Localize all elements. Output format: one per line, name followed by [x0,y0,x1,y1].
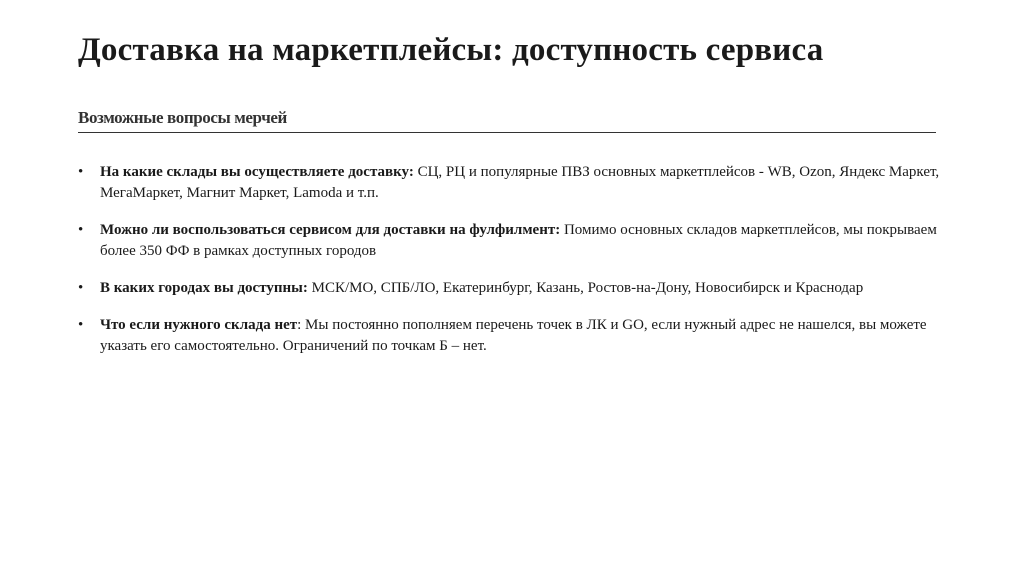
slide-title: Доставка на маркетплейсы: доступность сервиса [78,32,824,68]
faq-question: На какие склады вы осуществляете доставку: [100,164,414,180]
faq-question: В каких городах вы доступны: [100,280,308,296]
faq-item [78,315,948,357]
faq-item [78,162,948,204]
subtitle-divider [78,132,936,133]
faq-answer: СЦ, РЦ и популярные ПВЗ основных маркетплейсов - WB, Ozon, Яндекс Маркет, МегаМаркет, Магнит Маркет, Lamoda и т.п. [100,164,940,201]
faq-list [78,162,948,373]
faq-question: Что если нужного склада нет [100,317,298,333]
faq-answer: : Мы постоянно пополняем перечень точек в ЛК и GO, если нужный адрес не нашелся, вы можете указать его самостоятельно. Ограничений по точкам Б – нет. [100,317,927,354]
faq-answer: МСК/МО, СПБ/ЛО, Екатеринбург, Казань, Ростов-на-Дону, Новосибирск и Краснодар [307,280,864,296]
bullet-icon: • [78,317,84,333]
bullet-icon: • [78,164,84,180]
section-subtitle: Возможные вопросы мерчей [78,108,287,127]
faq-item [78,278,948,299]
bullet-icon: • [78,280,84,296]
faq-question: Можно ли воспользоваться сервисом для доставки на фулфилмент: [100,222,561,238]
faq-item [78,220,948,262]
bullet-icon: • [78,222,84,238]
faq-answer: Помимо основных складов маркетплейсов, мы покрываем более 350 ФФ в рамках доступных городов [100,222,937,259]
